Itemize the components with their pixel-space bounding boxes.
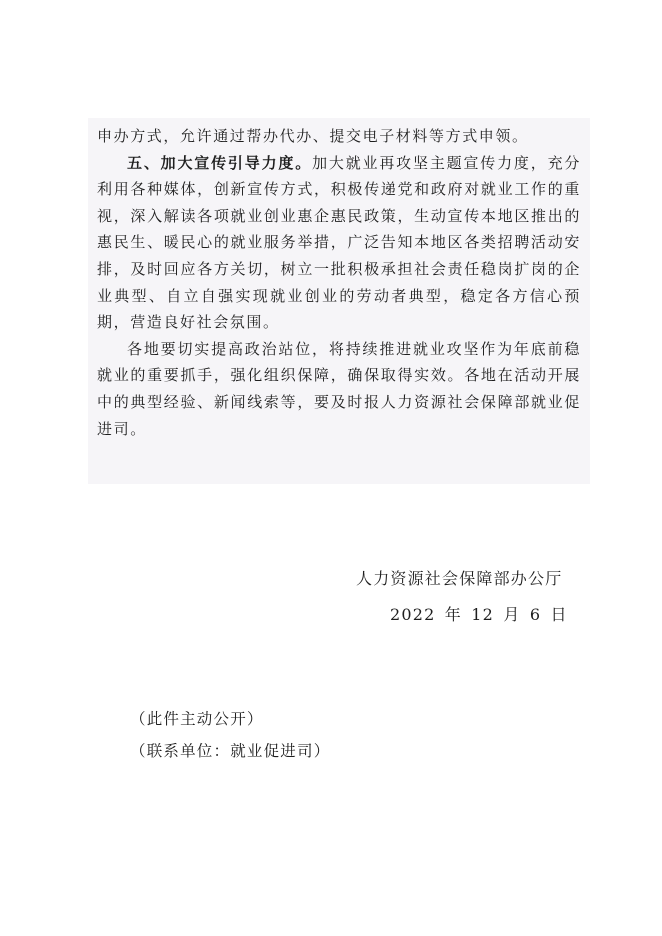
section-five-paragraph: [97, 150, 581, 336]
section-five-heading: 五、加大宣传引导力度。: [127, 153, 313, 172]
signature-organization: 人力资源社会保障部办公厅: [356, 569, 563, 588]
closing-paragraph: 各地要切实提高政治站位，将持续推进就业攻坚作为年底前稳就业的重要抓手，强化组织保障，确保取得实效。各地在活动开展中的典型经验、新闻线索等，要及时报人力资源社会保障部就业促进司。: [97, 339, 581, 438]
contact-note: （联系单位：就业促进司）: [130, 742, 331, 760]
section-five-text: 加大就业再攻坚主题宣传力度，充分利用各种媒体，创新宣传方式，积极传递党和政府对就业工作的重视，深入解读各项就业创业惠企惠民政策，生动宣传本地区推出的惠民生、暖民心的就业服务举措，广泛告知本地区各类招聘活动安排，及时回应各方关切，树立一批积极承担社会责任稳岗扩岗的企业典型、自立自强实现就业创业的劳动者典型，稳定各方信心预期，营造良好社会氛围。: [97, 153, 581, 332]
document-body: [97, 123, 581, 442]
signature-date: 2022 年 12 月 6 日: [390, 605, 568, 624]
paragraph-continuation: 申办方式，允许通过帮办代办、提交电子材料等方式申领。: [97, 127, 529, 145]
disclosure-note: （此件主动公开）: [130, 710, 264, 728]
